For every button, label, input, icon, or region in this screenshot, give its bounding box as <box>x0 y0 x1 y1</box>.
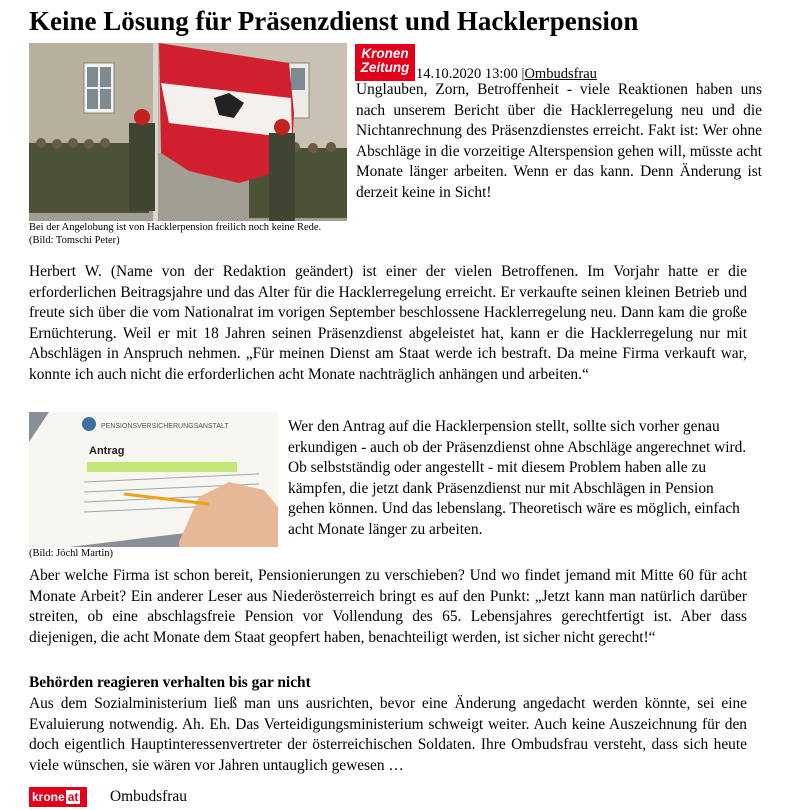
article-date: 14.10.2020 13:00 <box>416 66 518 82</box>
meta-separator: | <box>521 66 525 82</box>
flag-ceremony-photo <box>29 43 347 221</box>
paragraph-2a: Wer den Antrag auf die Hacklerpension stellt, sollte sich vorher genau erkundigen - auch ob der Präsenzdienst ohne Abschläge angerechnet wird. <box>288 418 747 456</box>
krone-at-logo: krone at <box>29 787 87 807</box>
kronen-zeitung-logo: Kronen Zeitung <box>355 44 415 81</box>
subheading: Behörden reagieren verhalten bis gar nicht <box>29 674 311 691</box>
pension-form-photo <box>29 412 278 547</box>
author-link[interactable]: Ombudsfrau <box>524 66 597 82</box>
article-lead: Unglauben, Zorn, Betroffenheit - viele Reaktionen haben uns nach unserem Bericht über die Hacklerregelung neu und die Nichtanrechnung des Präsenzdienstes erreicht. Fakt ist: Wer ohne Abschläge in die vorzeitige Alterspension gehen will, müsste acht Monate länger arbeiten. Wenn er das kann. Denn Änderung ist derzeit keine in Sicht! <box>356 81 762 201</box>
paragraph-3: Aber welche Firma ist schon bereit, Pensionierungen zu verschieben? Und wo findet jemand mit Mitte 60 für acht Monate Arbeit? Ein anderer Leser aus Niederösterreich bringt es auf den Punkt: „Jetzt kann man natürlich darüber streiten, ob eine abschlagsfreie Pension vor Vollendung des 65. Lebensjahres gerechtfertigt ist. Aber dass diejenigen, die acht Monate dem Staat geopfert haben, benachteiligt werden, ist sicher nicht gerecht!“ <box>29 567 747 646</box>
paragraph-2b: Ob selbstständig oder angestellt - mit diesem Problem haben alle zu kämpfen, die jetzt dank Präsenzdienst nur mit Abschlägen in Pension gehen können. Und das lebenslang. Theoretisch wäre es möglich, einfach acht Monate länger zu arbeiten. <box>288 459 740 538</box>
paragraph-4: Aus dem Sozialministerium ließ man uns ausrichten, bevor eine Änderung angedacht werden könnte, sei eine Evaluierung notwendig. Ah. Eh. Das Verteidigungsministerium schweigt weiter. Auch keine Auszeichnung für den doch eigentlich Hauptinteressenvertreter der österreichischen Soldaten. Ihre Ombudsfrau versteht, dass sich heute viele wünschen, sie wären vor Jahren untauglich gewesen … <box>29 695 747 774</box>
paragraph-1: Herbert W. (Name von der Redaktion geändert) ist einer der vielen Betroffenen. Im Vorjahr hatte er die erforderlichen Beitragsjahre und das Alter für die Hacklerregelung erreicht. Er verkaufte seinen kleinen Betrieb und freute sich über die vom Nationalrat im vorigen September beschlossene Hacklerregelung neu. Dann kam die große Ernüchterung. Weil er mit 18 Jahren seinen Präsenzdienst abgeleistet hat, kann er die Hacklerregelung nur mit Abschlägen in Anspruch nehmen. „Für meinen Dienst am Staat werde ich bestraft. Da meine Firma verkauft war, konnte ich auch nicht die erforderlichen acht Monate nachträglich anhängen und arbeiten.“ <box>29 263 747 383</box>
footer-author: Ombudsfrau <box>110 788 187 805</box>
photo1-caption: Bei der Angelobung ist von Hacklerpension freilich noch keine Rede. (Bild: Tomschi Peter) <box>29 222 322 246</box>
paragraph-2 <box>288 417 748 541</box>
svg-text:PENSIONSVERSICHERUNGSANSTALT: PENSIONSVERSICHERUNGSANSTALT <box>101 423 229 430</box>
svg-text:Antrag: Antrag <box>89 445 125 457</box>
article-title: Keine Lösung für Präsenzdienst und Hacklerpension <box>29 6 639 36</box>
photo2-credit: (Bild: Jöchl Martin) <box>29 548 113 559</box>
